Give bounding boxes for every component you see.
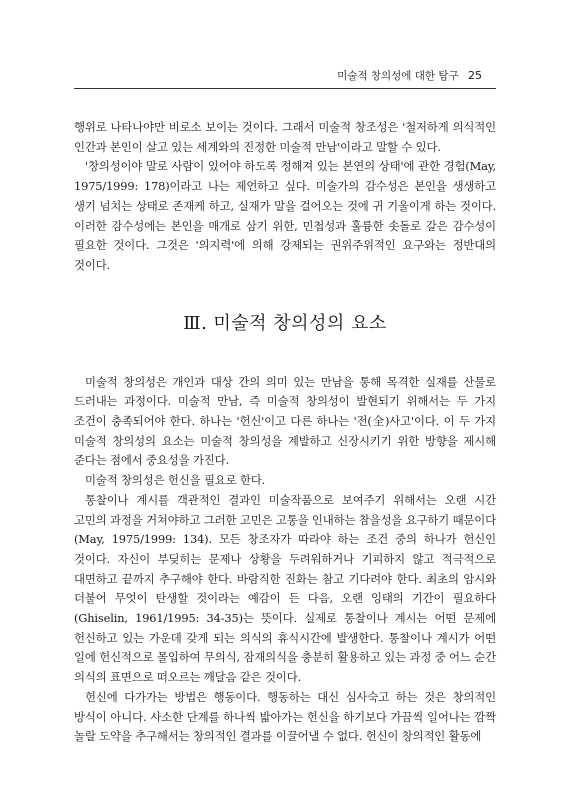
running-title: 미술적 창의성에 대한 탐구 xyxy=(337,70,459,82)
page-number: 25 xyxy=(468,69,482,82)
paragraph: 행위로 나타나야만 비로소 보이는 것이다. 그래서 미술적 창조성은 '철저하게 의식적인 인간과 본인이 살고 있는 세계와의 진정한 미술적 만남'이라고 말할 수 있다. xyxy=(74,120,496,154)
section-title: 미술적 창의성의 요소 xyxy=(213,312,387,334)
paragraph: 미술적 창의성은 개인과 대상 간의 의미 있는 만남을 통해 목격한 실재를 산물로 드러내는 과정이다. 미술적 만남, 즉 미술적 창의성이 발현되기 위해서는 두 가지 조건이 충족되어야 한다. 하나는 '헌신'이고 다른 하나는 '전(全)사고'이다. 이 두 가지 미술적 창의성의 요소는 미술적 창의성을 계발하고 신장시키기 위한 방향을 제시해 준다는 점에서 중요성을 가진다. xyxy=(74,374,496,468)
paragraph: 헌신에 다가가는 방법은 행동이다. 행동하는 대신 심사숙고 하는 것은 창의적인 방식이 아니다. 사소한 단계를 하나씩 밟아가는 헌신을 하기보다 가끔씩 일어나는 깜짝 놀랄 도약을 추구해서는 창의적인 결과를 이끌어낼 수 없다. 헌신이 창의적인 활동에 xyxy=(74,689,496,744)
paragraph: 미술적 창의성은 헌신을 필요로 한다. xyxy=(85,473,266,488)
paragraph: '창의성이야 말로 사람이 있어야 하도록 정해져 있는 본연의 상태'에 관한 경험(May, 1975/1999: 178)이라고 나는 제언하고 싶다. 미술가의 감수성은 본인을 생생하고 생기 넘치는 상태로 존재케 하고, 실재가 말을 걸어오는 것에 귀 기울이게 하는 것이다. 이러한 감수성에는 본인을 매개로 삼기 위한, 민첩성과 훌륭한 솟돌로 갈은 감수성이 필요한 것이다. 그것은 '의지력'에 의해 강제되는 권위주위적인 요구와는 정반대의 것이다. xyxy=(74,159,496,272)
section-heading xyxy=(74,312,496,336)
paragraph: 통찰이나 계시를 객관적인 결과인 미술작품으로 보여주기 위해서는 오랜 시간 고민의 과정을 거쳐야하고 그러한 고민은 고통을 인내하는 참을성을 요구하기 때문이다(May, 1975/1999: 134). 모든 창조자가 따라야 하는 조건 중의 하나가 헌신인 것이다. 자신이 부딪히는 문제나 상황을 두려워하거나 기피하지 않고 적극적으로 대면하고 끝까지 추구해야 한다. 바람직한 진화는 참고 기다려야 한다. 최초의 암시와 더불어 무엇이 탄생할 것이라는 예감이 든 다음, 오랜 잉태의 기간이 필요하다(Ghiselin, 1961/1995: 34-35)는 뜻이다. 실제로 통찰이나 계시는 어떤 문제에 헌신하고 있는 가운데 갖게 되는 의식의 휴식시간에 발생한다. 통찰이나 계시가 어떤 일에 헌신적으로 몰입하여 무의식, 잠재의식을 충분히 활용하고 있는 과정 중 어느 순간 의식의 표면으로 떠오르는 깨달음 같은 것이다. xyxy=(74,492,496,685)
running-header xyxy=(337,68,482,83)
header-rule xyxy=(74,88,496,89)
body-text xyxy=(74,118,496,747)
section-numeral: Ⅲ. xyxy=(183,312,208,334)
